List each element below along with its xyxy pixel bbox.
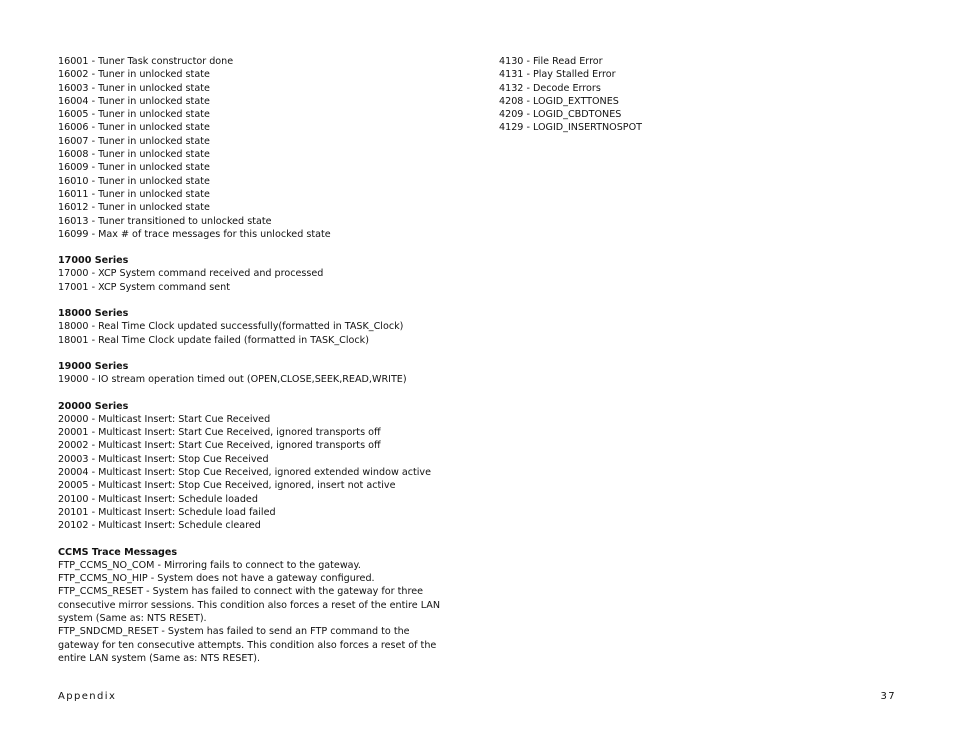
spacer xyxy=(58,387,458,400)
series-20000-section xyxy=(58,400,458,533)
paragraph-line: system (Same as: NTS RESET). xyxy=(58,612,207,624)
paragraph-line: FTP_CCMS_RESET - System has failed to connect with the gateway for three xyxy=(58,586,423,598)
ccms-section xyxy=(58,546,458,666)
list-item: 16002 - Tuner in unlocked state xyxy=(58,69,210,81)
series-17000-section xyxy=(58,254,458,294)
list-item: 18001 - Real Time Clock update failed (formatted in TASK_Clock) xyxy=(58,334,369,346)
list-item: 16001 - Tuner Task constructor done xyxy=(58,56,234,67)
paragraph-line: consecutive mirror sessions. This condition also forces a reset of the entire LAN xyxy=(58,599,441,611)
list-item: 20100 - Multicast Insert: Schedule loaded xyxy=(58,493,258,505)
list-item: 20101 - Multicast Insert: Schedule load failed xyxy=(58,506,276,518)
spacer xyxy=(58,533,458,546)
footer-section-name: Appendix xyxy=(58,691,117,702)
list-item: 20003 - Multicast Insert: Stop Cue Received xyxy=(58,453,269,465)
section-heading: 17000 Series xyxy=(58,255,129,267)
section-heading: 18000 Series xyxy=(58,308,129,320)
list-item: 16011 - Tuner in unlocked state xyxy=(58,188,210,200)
list-item: 16012 - Tuner in unlocked state xyxy=(58,202,210,214)
list-item: 20001 - Multicast Insert: Start Cue Received, ignored transports off xyxy=(58,427,381,439)
list-item: 16005 - Tuner in unlocked state xyxy=(58,109,210,121)
list-item: 20000 - Multicast Insert: Start Cue Received xyxy=(58,413,271,425)
list-item: 20002 - Multicast Insert: Start Cue Received, ignored transports off xyxy=(58,440,381,452)
paragraph-line: entire LAN system (Same as: NTS RESET). xyxy=(58,652,261,664)
list-item: 20004 - Multicast Insert: Stop Cue Received, ignored extended window active xyxy=(58,467,432,479)
spacer xyxy=(58,347,458,360)
paragraph-line: FTP_CCMS_NO_HIP - System does not have a gateway configured. xyxy=(58,573,375,585)
series-18000-section xyxy=(58,307,458,347)
list-item: 4209 - LOGID_CBDTONES xyxy=(499,109,622,121)
list-item: 16006 - Tuner in unlocked state xyxy=(58,122,210,134)
list-item: 16010 - Tuner in unlocked state xyxy=(58,175,210,187)
list-item: 4131 - Play Stalled Error xyxy=(499,69,616,81)
list-item: 19000 - IO stream operation timed out (OPEN,CLOSE,SEEK,READ,WRITE) xyxy=(58,374,407,386)
list-item: 16003 - Tuner in unlocked state xyxy=(58,82,210,94)
list-item: 20102 - Multicast Insert: Schedule cleared xyxy=(58,520,261,532)
list-item: 17000 - XCP System command received and processed xyxy=(58,268,324,280)
list-item: 4132 - Decode Errors xyxy=(499,82,601,94)
list-item: 4130 - File Read Error xyxy=(499,56,603,67)
series-19000-section xyxy=(58,360,458,387)
list-item: 16099 - Max # of trace messages for this unlocked state xyxy=(58,228,331,240)
list-item: 16004 - Tuner in unlocked state xyxy=(58,95,210,107)
spacer xyxy=(58,294,458,307)
section-heading: CCMS Trace Messages xyxy=(58,546,178,558)
right-column xyxy=(499,55,819,135)
list-item: 20005 - Multicast Insert: Stop Cue Received, ignored, insert not active xyxy=(58,480,396,492)
section-heading: 19000 Series xyxy=(58,360,129,372)
page-number: 37 xyxy=(880,691,896,702)
list-item: 4129 - LOGID_INSERTNOSPOT xyxy=(499,122,642,134)
list-item: 18000 - Real Time Clock updated successfully(formatted in TASK_Clock) xyxy=(58,321,404,333)
list-item: 16009 - Tuner in unlocked state xyxy=(58,162,210,174)
list-item: 4208 - LOGID_EXTTONES xyxy=(499,95,619,107)
paragraph-line: gateway for ten consecutive attempts. This condition also forces a reset of the xyxy=(58,639,437,651)
list-item: 16013 - Tuner transitioned to unlocked state xyxy=(58,215,272,227)
series-16000-list xyxy=(58,55,458,241)
spacer xyxy=(58,241,458,254)
section-heading: 20000 Series xyxy=(58,400,129,412)
paragraph-line: FTP_SNDCMD_RESET - System has failed to send an FTP command to the xyxy=(58,626,410,638)
left-column xyxy=(58,55,458,665)
list-item: 17001 - XCP System command sent xyxy=(58,281,230,293)
paragraph-line: FTP_CCMS_NO_COM - Mirroring fails to connect to the gateway. xyxy=(58,559,361,571)
list-item: 16008 - Tuner in unlocked state xyxy=(58,149,210,161)
list-item: 16007 - Tuner in unlocked state xyxy=(58,135,210,147)
